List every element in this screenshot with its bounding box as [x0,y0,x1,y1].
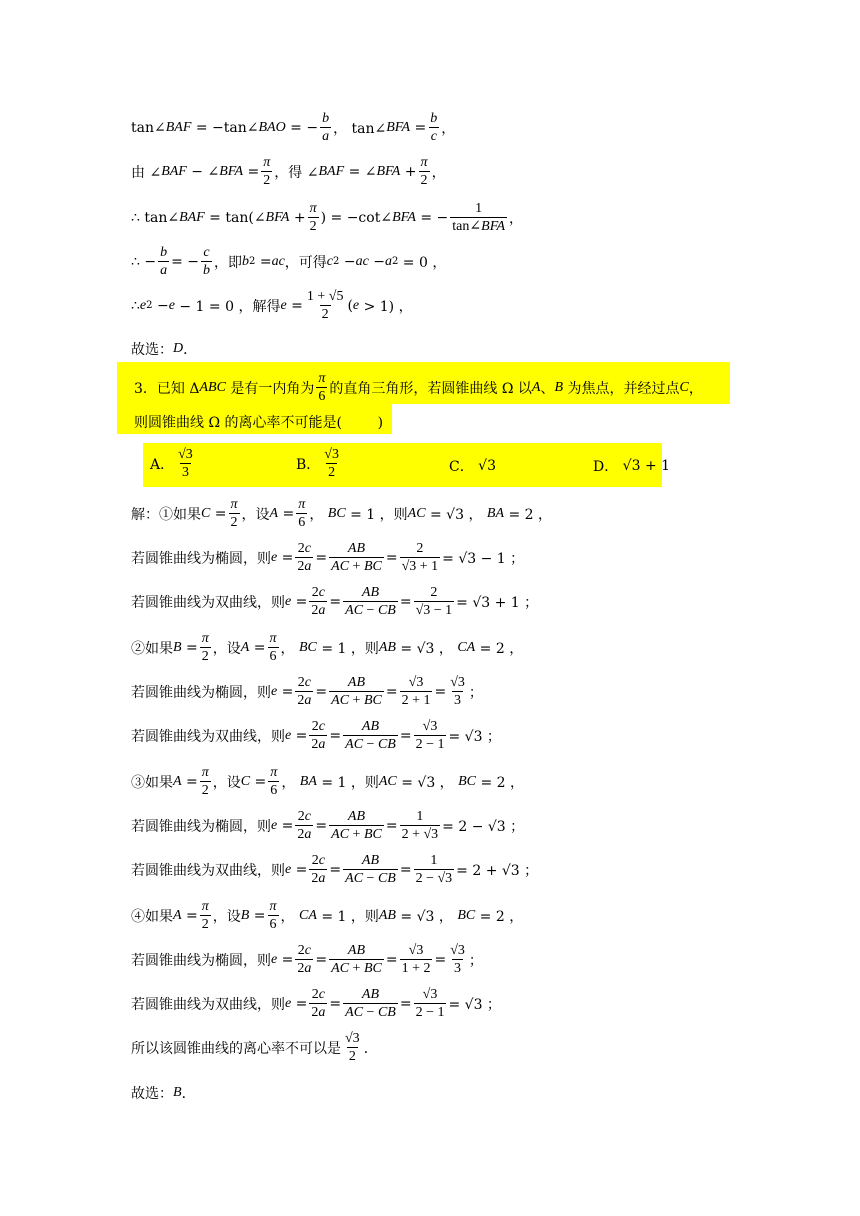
fraction: $\frac{√3}{3}$ [450,943,465,976]
fraction: $\frac{\pi}{2}$ [230,497,238,530]
fraction: $\frac{\pi}{2}$ [201,899,209,932]
fraction: $\frac{√3}{1 + 2}$ [401,943,431,976]
solution-case4-ellipse: 若圆锥曲线为椭圆，则 e = $\frac{2c}{2a}$ = $\frac{AB}{AC + BC}$ = $\frac{√3}{1 + 2}$ = $\frac{√3}{3}$ ； [131,943,483,976]
fraction: $\frac{2c}{2a}$ [297,541,312,574]
line-tan-baf: tan∠ BAF = −tan∠ BAO = − $\frac{b}{a}$ ， tan∠ BFA = $\frac{b}{c}$ ， [131,111,456,144]
fraction: $\frac{2c}{2a}$ [297,943,312,976]
fraction: $\frac{2c}{2a}$ [297,675,312,708]
fraction: $\frac{\pi}{2}$ [263,155,271,188]
option-c: C． √3 [449,458,496,475]
fraction: $\frac{√3}{2 + 1}$ [401,675,431,708]
fraction: $\frac{√3}{3}$ [178,447,193,480]
option-a [150,446,197,481]
question-stem: 3．已知 Δ ABC 是有一内角为 $\frac{\pi}{6}$ 的直角三角形，若圆锥曲线 Ω 以 A 、 B 为焦点，并经过点 C ， [134,371,703,404]
fraction: $\frac{2c}{2a}$ [311,987,326,1020]
fraction: $\frac{AB}{AC - CB}$ [345,719,396,752]
fraction: $\frac{b}{a}$ [160,245,168,278]
answer-prev: 故选： D ． [131,341,198,358]
fraction: $\frac{√3}{3}$ [450,675,465,708]
solution-case2-hyperbola: 若圆锥曲线为双曲线，则 e = $\frac{2c}{2a}$ = $\frac{AB}{AC - CB}$ = $\frac{√3}{2 - 1}$ = √3 ； [131,719,501,752]
solution-case2-ellipse: 若圆锥曲线为椭圆，则 e = $\frac{2c}{2a}$ = $\frac{AB}{AC + BC}$ = $\frac{√3}{2 + 1}$ = $\frac{√3}{3}$ ； [131,675,483,708]
fraction: $\frac{2}{√3 + 1}$ [401,541,439,574]
fraction: $\frac{2c}{2a}$ [311,585,326,618]
solution-case3: ③如果 A = $\frac{\pi}{2}$ ，设 C = $\frac{\pi}{6}$ ， BA = 1 ，则 AC = √3 ， BC = 2 ， [131,765,525,798]
fraction: $\frac{b}{a}$ [322,111,330,144]
fraction: $\frac{2c}{2a}$ [311,853,326,886]
fraction: $\frac{√3}{2}$ [345,1031,360,1064]
option-b-label: B． [296,456,321,473]
fraction: $\frac{b}{c}$ [430,111,438,144]
option-c-label: C． [449,459,474,475]
fraction: $\frac{√3}{2 - 1}$ [415,719,445,752]
answer-final: 故选： B ． [131,1085,196,1102]
fraction: $\frac{\pi}{2}$ [420,155,428,188]
option-d: D． √3 + 1 [593,458,671,475]
solution-case1-hyperbola: 若圆锥曲线为双曲线，则 e = $\frac{2c}{2a}$ = $\frac{AB}{AC - CB}$ = $\frac{2}{√3 - 1}$ = √3 + 1 ； [131,585,539,618]
line-angle-diff: 由 ∠ BAF − ∠ BFA = $\frac{\pi}{2}$ ，得 ∠ BAF = ∠ BFA + $\frac{\pi}{2}$ ， [131,155,446,188]
option-a-label: A． [150,456,175,473]
solution-conclusion: 所以该圆锥曲线的离心率不可以是 $\frac{√3}{2}$ ． [131,1031,378,1064]
fraction: $\frac{\pi}{2}$ [201,631,209,664]
question-stem-2: 则圆锥曲线 Ω 的离心率不可能是( ) [134,415,384,431]
fraction: $\frac{\pi}{2}$ [201,765,209,798]
fraction: $\frac{\pi}{6}$ [298,497,306,530]
options-highlight [143,443,662,487]
fraction: $\frac{2c}{2a}$ [311,719,326,752]
option-d-label: D． [593,459,619,475]
option-b [296,446,343,481]
fraction: $\frac{\pi}{6}$ [318,371,326,404]
fraction: $\frac{\pi}{6}$ [269,631,277,664]
fraction: $\frac{√3}{2}$ [324,447,339,480]
solution-case1-ellipse: 若圆锥曲线为椭圆，则 e = $\frac{2c}{2a}$ = $\frac{AB}{AC + BC}$ = $\frac{2}{√3 + 1}$ = √3 − 1 ； [131,541,525,574]
line-tan-cot: ∴ tan∠ BAF = tan(∠ BFA + $\frac{\pi}{2}$ ) = −cot∠ BFA = − $\frac{1}{\text{tan∠BFA}}$ ， [131,201,523,234]
fraction: $\frac{AB}{AC - CB}$ [345,853,396,886]
fraction: $\frac{1 + √5}{2}$ [306,289,344,322]
fraction: $\frac{1}{\text{tan∠BFA}}$ [452,201,505,234]
solution-case2: ②如果 B = $\frac{\pi}{2}$ ，设 A = $\frac{\pi}{6}$ ， BC = 1 ，则 AB = √3 ， CA = 2 ， [131,631,524,664]
fraction: $\frac{2c}{2a}$ [297,809,312,842]
fraction: $\frac{\pi}{6}$ [270,765,278,798]
solution-case1: 解：①如果 C = $\frac{\pi}{2}$ ，设 A = $\frac{\pi}{6}$ ， BC = 1 ，则 AC = √3 ， BA = 2 ， [131,497,553,530]
fraction: $\frac{\pi}{6}$ [269,899,277,932]
solution-case3-hyperbola: 若圆锥曲线为双曲线，则 e = $\frac{2c}{2a}$ = $\frac{AB}{AC - CB}$ = $\frac{1}{2 - √3}$ = 2 + √3 ； [131,853,539,886]
fraction: $\frac{AB}{AC + BC}$ [331,809,382,842]
solution-case3-ellipse: 若圆锥曲线为椭圆，则 e = $\frac{2c}{2a}$ = $\frac{AB}{AC + BC}$ = $\frac{1}{2 + √3}$ = 2 − √3 ； [131,809,525,842]
line-b-squared: ∴ − $\frac{b}{a}$ = − $\frac{c}{b}$ ，即 b 2 = ac ，可得 c 2 − ac − a 2 = 0 ， [131,245,447,278]
solution-case4-hyperbola: 若圆锥曲线为双曲线，则 e = $\frac{2c}{2a}$ = $\frac{AB}{AC - CB}$ = $\frac{√3}{2 - 1}$ = √3 ； [131,987,501,1020]
fraction: $\frac{AB}{AC - CB}$ [345,585,396,618]
line-solve-e: ∴ e 2 − e − 1 = 0 ，解得 e = $\frac{1 + √5}{2}$ ( e > 1) ， [131,289,413,322]
fraction: $\frac{AB}{AC + BC}$ [331,943,382,976]
fraction: $\frac{\pi}{2}$ [309,201,317,234]
fraction: $\frac{√3}{2 - 1}$ [415,987,445,1020]
fraction: $\frac{1}{2 + √3}$ [401,809,439,842]
fraction: $\frac{1}{2 - √3}$ [415,853,453,886]
fraction: $\frac{AB}{AC - CB}$ [345,987,396,1020]
fraction: $\frac{c}{b}$ [203,245,211,278]
fraction: $\frac{AB}{AC + BC}$ [331,675,382,708]
fraction: $\frac{AB}{AC + BC}$ [331,541,382,574]
solution-case4: ④如果 A = $\frac{\pi}{2}$ ，设 B = $\frac{\pi}{6}$ ， CA = 1 ，则 AB = √3 ， BC = 2 ， [131,899,524,932]
fraction: $\frac{2}{√3 - 1}$ [415,585,453,618]
